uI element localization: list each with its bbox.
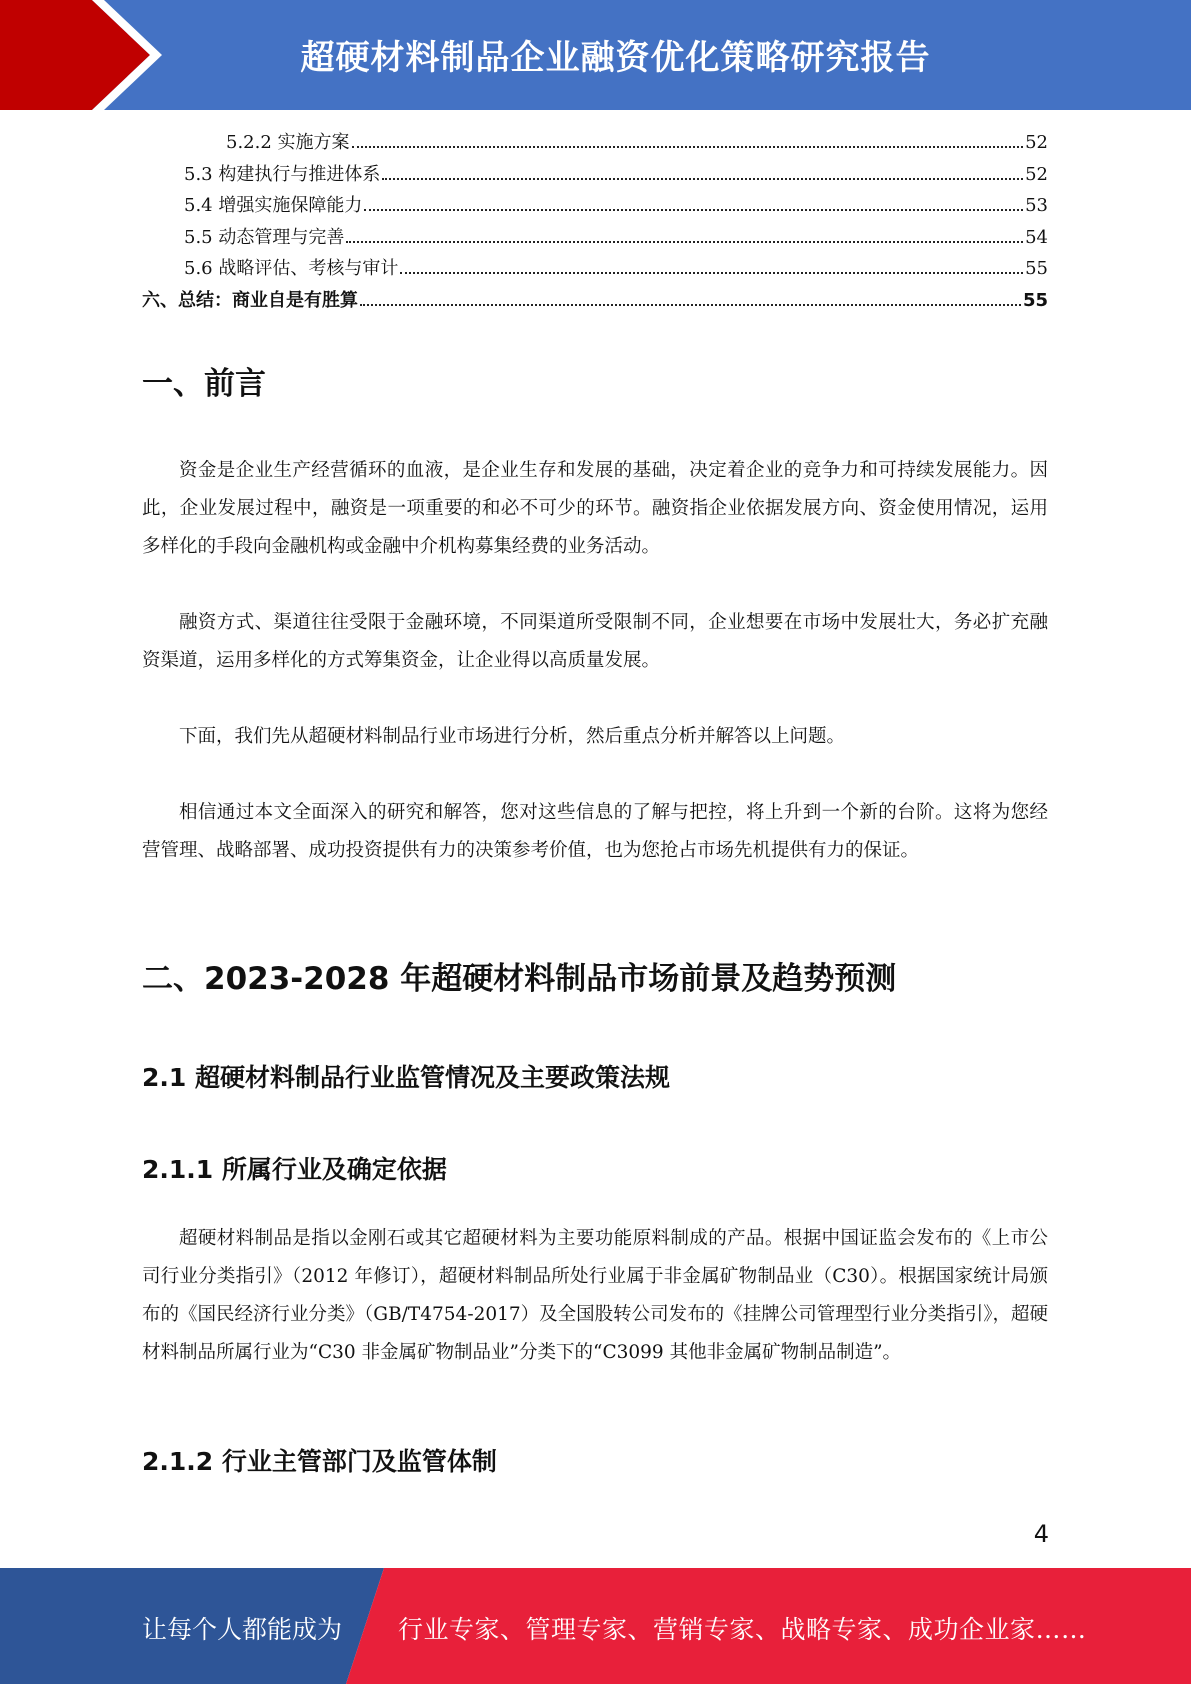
toc-entry-page: 53	[1025, 195, 1048, 216]
toc-leader-dots	[364, 209, 1023, 211]
heading-market-outlook: 二、2023-2028 年超硬材料制品市场前景及趋势预测	[142, 961, 897, 997]
toc-entry-label: 5.5 动态管理与完善	[184, 226, 345, 248]
toc-entry-label: 5.2.2 实施方案	[226, 132, 350, 153]
heading-preface: 一、前言	[142, 366, 266, 402]
toc-entry[interactable]	[142, 128, 1048, 160]
toc-entry-label: 5.3 构建执行与推进体系	[184, 163, 381, 185]
footer-expert-list: 行业专家、管理专家、营销专家、战略专家、成功企业家……	[398, 1615, 1087, 1644]
page-number: 4	[1033, 1520, 1049, 1548]
page-footer	[0, 1568, 1191, 1684]
toc-leader-dots	[382, 178, 1023, 180]
toc-leader-dots	[346, 241, 1023, 243]
heading-2-1: 2.1 超硬材料制品行业监管情况及主要政策法规	[142, 1063, 670, 1092]
toc-leader-dots	[352, 146, 1024, 148]
toc-entry-label: 5.4 增强实施保障能力	[184, 195, 363, 216]
heading-2-1-2: 2.1.2 行业主管部门及监管体制	[142, 1447, 497, 1476]
toc-entry-page: 55	[1025, 258, 1048, 279]
toc-entry-label: 六、总结：商业自是有胜算	[142, 289, 358, 311]
paragraph-2-1-1: 超硬材料制品是指以金刚石或其它超硬材料为主要功能原料制成的产品。根据中国证监会发布的《上市公司行业分类指引》（2012 年修订），超硬材料制品所处行业属于非金属矿物制品业（C30）。根据国家统计局颁布的《国民经济行业分类》（GB/T4754-2017）及全国股转公司发布的《挂牌公司管理型行业分类指引》，超硬材料制品所属行业为“C30 非金属矿物制品业”分类下的“C3099 其他非金属矿物制品制造”。	[142, 1228, 1048, 1363]
toc-entry[interactable]	[142, 160, 1048, 192]
paragraph-preface-2: 融资方式、渠道往往受限于金融环境，不同渠道所受限制不同，企业想要在市场中发展壮大，务必扩充融资渠道，运用多样化的方式筹集资金，让企业得以高质量发展。	[142, 612, 1048, 671]
paragraph-preface-1: 资金是企业生产经营循环的血液，是企业生存和发展的基础，决定着企业的竞争力和可持续发展能力。因此，企业发展过程中，融资是一项重要的和必不可少的环节。融资指企业依据发展方向、资金使用情况，运用多样化的手段向金融机构或金融中介机构募集经费的业务活动。	[142, 460, 1048, 557]
toc-entry-page: 52	[1025, 163, 1048, 185]
toc-entry[interactable]	[142, 254, 1048, 286]
toc-entry[interactable]	[142, 286, 1048, 318]
toc-entry-page: 52	[1025, 132, 1048, 153]
report-title: 超硬材料制品企业融资优化策略研究报告	[300, 38, 931, 78]
toc-entry[interactable]	[142, 223, 1048, 255]
toc-leader-dots	[360, 304, 1021, 306]
table-of-contents	[142, 128, 1048, 317]
toc-entry-page: 55	[1022, 289, 1048, 311]
toc-entry[interactable]	[142, 191, 1048, 223]
footer-slogan: 让每个人都能成为	[142, 1615, 343, 1644]
paragraph-preface-4: 相信通过本文全面深入的研究和解答，您对这些信息的了解与把控，将上升到一个新的台阶。这将为您经营管理、战略部署、成功投资提供有力的决策参考价值，也为您抢占市场先机提供有力的保证。	[142, 802, 1048, 861]
toc-leader-dots	[400, 272, 1023, 274]
toc-entry-label: 5.6 战略评估、考核与审计	[184, 258, 399, 279]
page-header	[0, 0, 1191, 110]
toc-entry-page: 54	[1025, 226, 1048, 248]
paragraph-preface-3: 下面，我们先从超硬材料制品行业市场进行分析，然后重点分析并解答以上问题。	[179, 726, 846, 747]
heading-2-1-1: 2.1.1 所属行业及确定依据	[142, 1155, 447, 1184]
